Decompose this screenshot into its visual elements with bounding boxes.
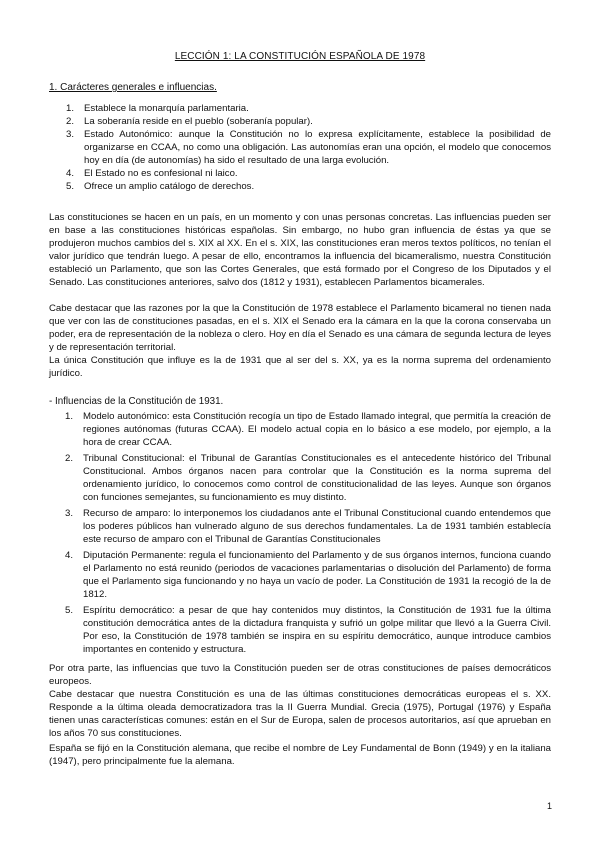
list-item (49, 167, 551, 180)
paragraph: Cabe destacar que nuestra Constitución es una de las últimas constituciones democráticas europeas el s. XX. Responde a la última oleada democratizadora tras la II Guerra Mundial. Grecia (1975), Portugal (1976) y España tienen unas características comunes: están en el Sur de Europa, salen de procesos autoritarios, así que aprueban en los años 70 sus constituciones. (49, 689, 551, 739)
list-number: 4. (66, 168, 75, 179)
list-item (49, 128, 551, 167)
list-number: 3. (65, 508, 74, 519)
list-item (49, 549, 551, 601)
list-item (49, 410, 551, 449)
paragraph: Cabe destacar que las razones por la que la Constitución de 1978 establece el Parlamento bicameral no tienen nada que ver con las de constituciones pasadas, en el s. XIX el Senado era la cámara en la que la corona conservaba un poder, era de representación de la nobleza o clero. Hoy en día el Senado es una cámara de segunda lectura de leyes y de representación territorial. (49, 303, 551, 353)
paragraph: Las constituciones se hacen en un país, en un momento y con unas personas concretas. Las influencias pueden ser en base a las constituciones históricas españolas. Sin embargo, no hubo gran influencia de éstas ya que se produjeron muchos cambios del s. XIX al XX. En el s. XIX, las constituciones eran meros textos políticos, no tenían el valor jurídico que tendrán luego. A pesar de ello, encontramos la influencia del bicameralismo, nuestra Constitución estableció un Parlamento, que son las Cortes Generales, que está formado por el Congreso de los Diputados y el Senado. Las constituciones anteriores, salvo dos (1812 y 1931), establecen Parlamentos bicamerales. (49, 212, 551, 288)
list-number: 2. (66, 116, 75, 127)
list-number: 5. (66, 181, 75, 192)
list-item-text: Estado Autonómico: aunque la Constitución no lo expresa explícitamente, establece la posibilidad de organizarse en CCAA, no como una obligación. Las autonomías eran una opción, el modelo que conocemos hoy en día (de autonomías) ha sido el resultado de una larga evolución. (84, 129, 551, 166)
list-item (49, 115, 551, 128)
list-number: 1. (66, 103, 75, 114)
paragraph: España se fijó en la Constitución alemana, que recibe el nombre de Ley Fundamental de Bonn (1949) y en la italiana (1947), pero principalmente fue la alemana. (49, 743, 551, 767)
list-number: 3. (66, 129, 75, 140)
list-number: 4. (65, 550, 74, 561)
list-item-text: Modelo autonómico: esta Constitución recogía un tipo de Estado llamado integral, que permitía la creación de regiones autónomas (futuras CCAA). El modelo actual copia en lo básico a ese modelo, por ejemplo, a la hora de crear CCAA. (83, 411, 551, 448)
section-heading: 1. Carácteres generales e influencias. (49, 82, 217, 93)
list-item (49, 452, 551, 504)
paragraph: La única Constitución que influye es la de 1931 que al ser del s. XX, ya es la norma suprema del ordenamiento jurídico. (49, 355, 551, 379)
list-item (49, 180, 551, 193)
list-item (49, 604, 551, 656)
list-item (49, 507, 551, 546)
subsection-heading: - Influencias de la Constitución de 1931. (49, 396, 224, 407)
list-item-text: Recurso de amparo: lo interponemos los ciudadanos ante el Tribunal Constitucional cuando entendemos que los poderes públicos han vulnerado alguno de sus derechos fundamentales. La de 1931 también establecía este recurso de amparo con el Tribunal de Garantías Constitucionales (83, 508, 551, 545)
list-item-text: Tribunal Constitucional: el Tribunal de Garantías Constitucionales es el antecedente histórico del Tribunal Constitucional. Ambos órganos nacen para controlar que la Constitución es la norma suprema del ordenamiento jurídico, lo conocemos como control de constitucionalidad de las leyes. Aunque son órganos con funciones semejantes, su funcionamiento es muy distinto. (83, 453, 551, 503)
list-item-text: El Estado no es confesional ni laico. (84, 168, 238, 179)
list-item (49, 102, 551, 115)
list-item-text: La soberanía reside en el pueblo (soberanía popular). (84, 116, 313, 127)
list-item-text: Establece la monarquía parlamentaria. (84, 103, 249, 114)
list-item-text: Diputación Permanente: regula el funcionamiento del Parlamento y de sus órganos internos, funciona cuando el Parlamento no está reunido (periodos de vacaciones parlamentarias o disolución del Parlamento) de forma que el Parlamento siga funcionando y no haya un vacío de poder. La Constitución de 1931 la recogió de la de 1812. (83, 550, 551, 600)
characteristics-list (49, 102, 551, 193)
list-item-text: Espíritu democrático: a pesar de que hay contenidos muy distintos, la Constitución de 1931 fue la última constitución democrática antes de la dictadura franquista y sufrió un golpe militar que llevó a la Guerra Civil. Por eso, la Constitución de 1978 también se inspira en su espíritu democrático, aunque introduce cambios importantes en contenido y estructura. (83, 605, 551, 655)
list-number: 1. (65, 411, 74, 422)
list-number: 2. (65, 453, 74, 464)
list-number: 5. (65, 605, 74, 616)
page-number: 1 (547, 801, 553, 811)
page-title: LECCIÓN 1: LA CONSTITUCIÓN ESPAÑOLA DE 1978 (174, 51, 426, 62)
paragraph: Por otra parte, las influencias que tuvo la Constitución pueden ser de otras constituciones de países democráticos europeos. (49, 663, 551, 687)
influences-list (49, 410, 551, 656)
list-item-text: Ofrece un amplio catálogo de derechos. (84, 181, 255, 192)
